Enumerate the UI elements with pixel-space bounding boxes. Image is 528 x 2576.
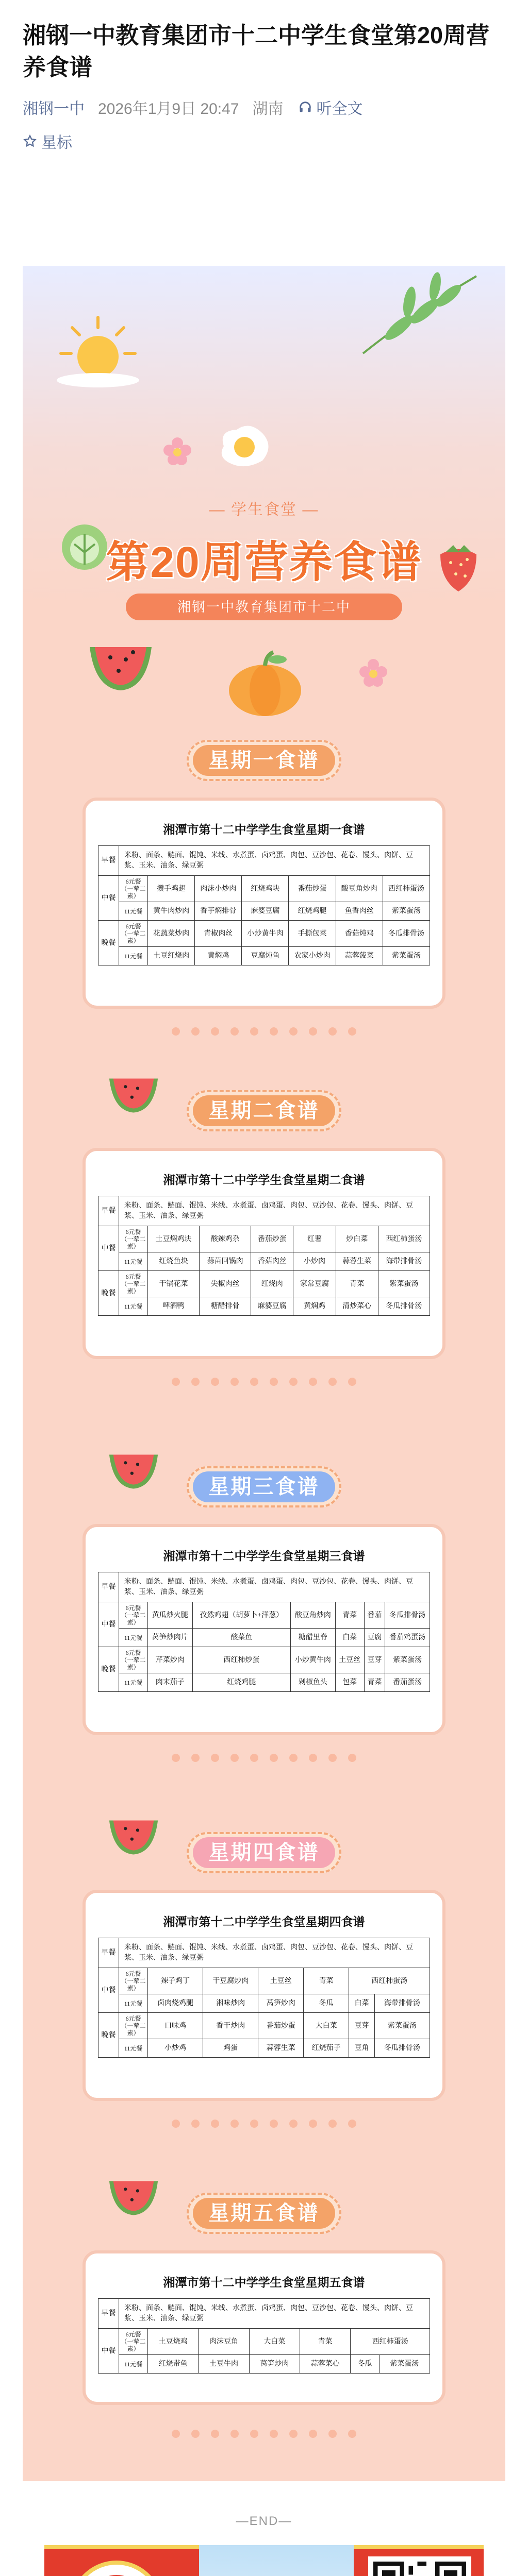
- table-cell: 农家小炒肉: [289, 947, 336, 965]
- divider-dots: [23, 1378, 505, 1393]
- end-marker: —END—: [236, 2514, 292, 2528]
- table-row: [98, 1196, 430, 1226]
- meal-label: 晚餐: [98, 921, 119, 965]
- table-cell: 红烧茄子: [304, 2039, 349, 2058]
- table-cell: 11元餐: [119, 1297, 148, 1316]
- menu-table: [98, 1196, 430, 1316]
- breakfast-items: 米粉、面条、鲢面、馄饨、米线、水煮蛋、卤鸡蛋、肉包、豆沙包、花卷、馒头、肉饼、豆浆、玉米、油条、绿豆粥: [119, 1196, 430, 1226]
- table-cell: 红烧鸡腿: [289, 902, 336, 921]
- meal-label: 中餐: [98, 876, 119, 921]
- school-gate-photo: [199, 2545, 354, 2576]
- table-row: [98, 876, 430, 902]
- meal-label: 中餐: [98, 1602, 119, 1647]
- table-cell: 啤酒鸭: [148, 1297, 200, 1316]
- table-row: [98, 921, 430, 947]
- star-button[interactable]: [23, 130, 505, 152]
- publish-location: 湖南: [252, 100, 284, 117]
- table-cell: 手撕包菜: [289, 921, 336, 947]
- table-cell: 小炒肉: [293, 1252, 336, 1271]
- table-cell: 花蔬菜炒肉: [148, 921, 195, 947]
- menu-card-friday: [82, 2250, 446, 2405]
- table-cell: 11元餐: [119, 1673, 148, 1692]
- breakfast-items: 米粉、面条、鲢面、馄饨、米线、水煮蛋、卤鸡蛋、肉包、豆沙包、花卷、馒头、肉饼、豆浆、玉米、油条、绿豆粥: [119, 2299, 430, 2329]
- table-cell: 香干炒肉: [203, 2013, 258, 2039]
- table-cell: 攒手鸡翅: [148, 876, 195, 902]
- breakfast-items: 米粉、面条、鲢面、馄饨、米线、水煮蛋、卤鸡蛋、肉包、豆沙包、花卷、馒头、肉饼、豆浆、玉米、油条、绿豆粥: [119, 1572, 430, 1602]
- leaf-icon: [353, 266, 487, 359]
- table-cell: 番茄蛋汤: [385, 1673, 430, 1692]
- table-cell: 海带排骨汤: [374, 1994, 430, 2013]
- meal-label: 晚餐: [98, 1647, 119, 1692]
- table-cell: 炒白菜: [336, 1226, 378, 1252]
- poster-title: 第20周营养食谱: [106, 538, 422, 586]
- table-cell: 冬瓜排骨汤: [383, 921, 430, 947]
- meal-label: 中餐: [98, 1968, 119, 2013]
- table-cell: 酸豆角炒肉: [336, 876, 383, 902]
- menu-card-monday: [82, 798, 446, 1009]
- table-row: [98, 1673, 430, 1692]
- table-cell: 清炒菜心: [336, 1297, 378, 1316]
- menu-table: [98, 2298, 430, 2374]
- table-cell: 青菜: [335, 1602, 364, 1629]
- table-cell: 糖醋里脊: [291, 1629, 336, 1647]
- menu-table-title: 湘潭市第十二中学学生食堂星期五食谱: [163, 2276, 365, 2289]
- watermelon-icon: [105, 1446, 162, 1492]
- table-cell: 莴笋炒肉: [249, 2355, 300, 2374]
- table-row: [98, 1647, 430, 1673]
- table-cell: 糖醋排骨: [200, 1297, 251, 1316]
- table-cell: 芹菜炒肉: [148, 1647, 193, 1673]
- menu-table: [98, 1572, 430, 1692]
- table-row: [98, 2355, 430, 2374]
- table-cell: 番茄炒蛋: [289, 876, 336, 902]
- table-cell: 家常豆腐: [293, 1271, 336, 1297]
- table-cell: 紫菜蛋汤: [379, 2355, 430, 2374]
- menu-card-thursday: [82, 1890, 446, 2101]
- table-cell: 酸辣鸡杂: [200, 1226, 251, 1252]
- table-row: [98, 1226, 430, 1252]
- table-cell: 剁椒鱼头: [291, 1673, 336, 1692]
- meal-label: 早餐: [98, 1196, 119, 1226]
- menu-table-title: 湘潭市第十二中学学生食堂星期三食谱: [163, 1550, 365, 1563]
- table-cell: 酸豆角炒肉: [291, 1602, 336, 1629]
- table-cell: 黄焖鸡: [293, 1297, 336, 1316]
- divider-dots: [23, 1754, 505, 1769]
- meal-label: 早餐: [98, 2299, 119, 2329]
- table-cell: 孜然鸡翅（胡萝卜+洋葱）: [192, 1602, 291, 1629]
- table-cell: 红薯: [293, 1226, 336, 1252]
- table-row: [98, 1968, 430, 1994]
- table-cell: 干豆腐炒肉: [203, 1968, 258, 1994]
- day-pill-monday: 星期一食谱: [187, 740, 341, 781]
- table-cell: 红烧鸡腿: [192, 1673, 291, 1692]
- table-cell: 麻婆豆腐: [251, 1297, 293, 1316]
- table-cell: 11元餐: [119, 2355, 148, 2374]
- table-cell: 蒜蓉菠菜: [336, 947, 383, 965]
- egg-icon: [213, 420, 275, 472]
- menu-table-title: 湘潭市第十二中学学生食堂星期四食谱: [163, 1916, 365, 1928]
- menu-table-title: 湘潭市第十二中学学生食堂星期二食谱: [163, 1174, 365, 1187]
- table-cell: 辣子鸡丁: [148, 1968, 203, 1994]
- meal-label: 晚餐: [98, 2013, 119, 2058]
- table-cell: 紫菜蛋汤: [374, 2013, 430, 2039]
- table-cell: 湘味炒肉: [203, 1994, 258, 2013]
- listen-button[interactable]: [298, 96, 363, 118]
- day-pill-wednesday: 星期三食谱: [187, 1466, 341, 1507]
- table-cell: 白菜: [335, 1629, 364, 1647]
- table-cell: 6元餐（一荤二素）: [119, 1226, 148, 1252]
- table-cell: 香菇肉丝: [251, 1252, 293, 1271]
- table-cell: 莴笋炒肉: [258, 1994, 304, 2013]
- table-cell: 11元餐: [119, 1994, 148, 2013]
- table-cell: 豆腐炖鱼: [242, 947, 289, 965]
- table-cell: 黄牛肉炒肉: [148, 902, 195, 921]
- table-cell: 冬瓜排骨汤: [374, 2039, 430, 2058]
- table-cell: 6元餐（一荤二素）: [119, 1968, 148, 1994]
- table-cell: 蒜蓉生菜: [258, 2039, 304, 2058]
- table-cell: 大白菜: [249, 2329, 300, 2355]
- flower-icon: [162, 436, 193, 467]
- table-cell: 黄焖鸡: [195, 947, 242, 965]
- table-cell: 小炒鸡: [148, 2039, 203, 2058]
- menu-card-wednesday: [82, 1524, 446, 1735]
- table-cell: 肉末茄子: [148, 1673, 193, 1692]
- headphones-icon: [298, 100, 312, 114]
- table-cell: 冬瓜: [351, 2355, 379, 2374]
- table-cell: 豆芽: [364, 1647, 385, 1673]
- table-cell: 干锅花菜: [148, 1271, 200, 1297]
- table-cell: 口味鸡: [148, 2013, 203, 2039]
- table-cell: 6元餐（一荤二素）: [119, 2013, 148, 2039]
- breakfast-items: 米粉、面条、鲢面、馄饨、米线、水煮蛋、卤鸡蛋、肉包、豆沙包、花卷、馒头、肉饼、豆浆、玉米、油条、绿豆粥: [119, 846, 430, 876]
- watermelon-icon: [105, 1811, 162, 1858]
- table-cell: 6元餐（一荤二素）: [119, 2329, 148, 2355]
- menu-table: [98, 845, 430, 965]
- flower-icon: [358, 657, 389, 688]
- day-pill-thursday: 星期四食谱: [187, 1832, 341, 1873]
- qr-code-icon[interactable]: [368, 2556, 471, 2576]
- table-cell: 麻婆豆腐: [242, 902, 289, 921]
- table-cell: 红烧鱼块: [148, 1252, 200, 1271]
- table-cell: 西红柿蛋汤: [351, 2329, 430, 2355]
- table-cell: 红烧带鱼: [148, 2355, 199, 2374]
- meal-label: 中餐: [98, 2329, 119, 2374]
- pumpkin-icon: [224, 647, 306, 719]
- table-cell: 包菜: [335, 1673, 364, 1692]
- table-cell: 6元餐（一荤二素）: [119, 1602, 148, 1629]
- meal-label: 早餐: [98, 1938, 119, 1968]
- table-cell: 鱼香肉丝: [336, 902, 383, 921]
- table-cell: 西红柿蛋汤: [349, 1968, 430, 1994]
- table-cell: 白菜: [349, 1994, 375, 2013]
- table-cell: 大白菜: [304, 2013, 349, 2039]
- table-row: [98, 1252, 430, 1271]
- table-row: [98, 1994, 430, 2013]
- table-cell: 11元餐: [119, 1252, 148, 1271]
- meal-label: 早餐: [98, 846, 119, 876]
- table-row: [98, 1602, 430, 1629]
- table-row: [98, 2039, 430, 2058]
- table-cell: 红烧肉: [251, 1271, 293, 1297]
- table-cell: 土豆烧鸡: [148, 2329, 199, 2355]
- listen-label: 听全文: [316, 100, 363, 117]
- table-row: [98, 902, 430, 921]
- breakfast-items: 米粉、面条、鲢面、馄饨、米线、水煮蛋、卤鸡蛋、肉包、豆沙包、花卷、馒头、肉饼、豆浆、玉米、油条、绿豆粥: [119, 1938, 430, 1968]
- table-cell: 紫菜蛋汤: [383, 947, 430, 965]
- menu-table: [98, 1938, 430, 2058]
- table-row: [98, 1629, 430, 1647]
- table-cell: 青菜: [336, 1271, 378, 1297]
- table-cell: 紫菜蛋汤: [383, 902, 430, 921]
- table-cell: 11元餐: [119, 1629, 148, 1647]
- table-cell: 红烧鸡块: [242, 876, 289, 902]
- table-cell: 土豆丝: [258, 1968, 304, 1994]
- table-cell: 蒜苗回锅肉: [200, 1252, 251, 1271]
- day-pill-friday: 星期五食谱: [187, 2193, 341, 2234]
- article-header: [0, 0, 528, 152]
- table-cell: 土豆丝: [335, 1647, 364, 1673]
- table-cell: 香菇炖鸡: [336, 921, 383, 947]
- table-cell: 土豆牛肉: [199, 2355, 249, 2374]
- divider-dots: [23, 2430, 505, 2445]
- table-row: [98, 2013, 430, 2039]
- table-cell: 紫菜蛋汤: [385, 1647, 430, 1673]
- table-cell: 酸菜鱼: [192, 1629, 291, 1647]
- table-cell: 小炒黄牛肉: [242, 921, 289, 947]
- menu-poster: [23, 266, 505, 2481]
- table-cell: 海带排骨汤: [378, 1252, 430, 1271]
- sun-icon: [52, 312, 144, 389]
- article-title: 湘钢一中教育集团市十二中学生食堂第20周营养食谱: [23, 22, 490, 80]
- table-cell: 蒜蓉生菜: [336, 1252, 378, 1271]
- watermelon-icon: [105, 1070, 162, 1116]
- table-cell: 蒜蓉菜心: [300, 2355, 350, 2374]
- table-cell: 青菜: [300, 2329, 350, 2355]
- table-cell: 紫菜蛋汤: [378, 1271, 430, 1297]
- article-meta: [23, 96, 505, 118]
- table-row: [98, 846, 430, 876]
- poster-subtitle: 湘钢一中教育集团市十二中: [126, 594, 402, 620]
- poster-bottom-fill: [23, 2461, 505, 2481]
- table-cell: 豆腐: [364, 1629, 385, 1647]
- table-cell: 小炒黄牛肉: [291, 1647, 336, 1673]
- table-cell: 6元餐（一荤二素）: [119, 921, 148, 947]
- table-cell: 青菜: [304, 1968, 349, 1994]
- table-cell: 冬瓜排骨汤: [385, 1602, 430, 1629]
- author-link[interactable]: 湘钢一中: [23, 100, 85, 117]
- publish-date: 2026年1月9日 20:47: [98, 100, 239, 117]
- table-cell: 番茄炒蛋: [251, 1226, 293, 1252]
- table-row: [98, 2299, 430, 2329]
- table-cell: 番茄: [364, 1602, 385, 1629]
- meal-label: 早餐: [98, 1572, 119, 1602]
- menu-card-tuesday: [82, 1148, 446, 1359]
- table-row: [98, 1572, 430, 1602]
- divider-dots: [23, 2120, 505, 2135]
- table-cell: 西红柿炒蛋: [192, 1647, 291, 1673]
- table-cell: 6元餐（一荤二素）: [119, 1647, 148, 1673]
- table-cell: 西红柿蛋汤: [383, 876, 430, 902]
- table-cell: 冬瓜: [304, 1994, 349, 2013]
- menu-table-title: 湘潭市第十二中学学生食堂星期一食谱: [163, 823, 365, 836]
- divider-dots: [23, 1027, 505, 1043]
- table-row: [98, 1938, 430, 1968]
- canteen-label: — 学生食堂 —: [209, 501, 319, 518]
- school-banner: [44, 2545, 484, 2576]
- table-cell: 11元餐: [119, 947, 148, 965]
- table-cell: 青椒肉丝: [195, 921, 242, 947]
- day-pill-tuesday: 星期二食谱: [187, 1090, 341, 1131]
- table-cell: 莴笋炒肉片: [148, 1629, 193, 1647]
- star-icon: [23, 134, 37, 148]
- table-cell: 土豆红烧肉: [148, 947, 195, 965]
- table-cell: 青菜: [364, 1673, 385, 1692]
- table-cell: 西红柿蛋汤: [378, 1226, 430, 1252]
- table-cell: 尖椒肉丝: [200, 1271, 251, 1297]
- table-row: [98, 2329, 430, 2355]
- meal-label: 晚餐: [98, 1271, 119, 1316]
- table-cell: 6元餐（一荤二素）: [119, 1271, 148, 1297]
- school-logo-icon: [70, 2561, 163, 2576]
- table-cell: 11元餐: [119, 902, 148, 921]
- meal-label: 中餐: [98, 1226, 119, 1271]
- table-cell: 6元餐（一荤二素）: [119, 876, 148, 902]
- table-row: [98, 1271, 430, 1297]
- watermelon-icon: [85, 637, 157, 693]
- watermelon-icon: [105, 2172, 162, 2218]
- table-row: [98, 1297, 430, 1316]
- table-cell: 鸡蛋: [203, 2039, 258, 2058]
- table-cell: 肉沫小炒肉: [195, 876, 242, 902]
- table-cell: 肉沫豆角: [199, 2329, 249, 2355]
- table-cell: 11元餐: [119, 2039, 148, 2058]
- table-cell: 番茄鸡蛋汤: [385, 1629, 430, 1647]
- star-label: 星标: [41, 134, 72, 151]
- table-cell: 番茄炒蛋: [258, 2013, 304, 2039]
- table-cell: 香芋焖排骨: [195, 902, 242, 921]
- table-cell: 卤肉烧鸡腿: [148, 1994, 203, 2013]
- table-row: [98, 947, 430, 965]
- table-cell: 黄瓜炒火腿: [148, 1602, 193, 1629]
- table-cell: 豆芽: [349, 2013, 375, 2039]
- table-cell: 土豆焖鸡块: [148, 1226, 200, 1252]
- table-cell: 冬瓜排骨汤: [378, 1297, 430, 1316]
- table-cell: 豆角: [349, 2039, 375, 2058]
